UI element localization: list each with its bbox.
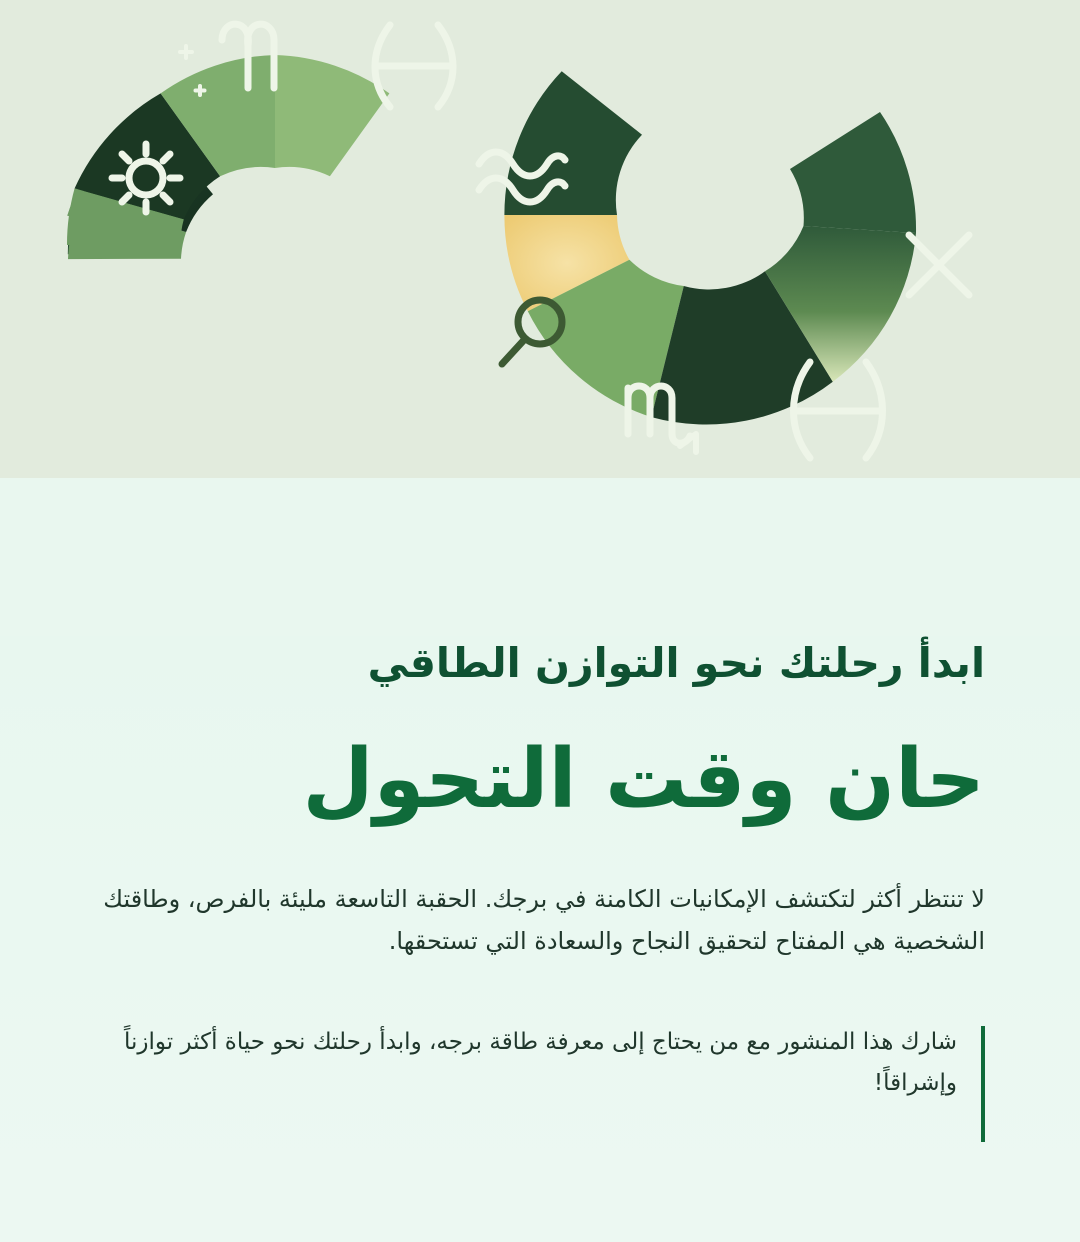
body-paragraph: لا تنتظر أكثر لتكتشف الإمكانيات الكامنة في برجك. الحقبة التاسعة مليئة بالفرص، وطاقتك الشخصية هي المفتاح لتحقيق النجاح والسعادة التي تستحقها. xyxy=(103,884,985,955)
eyebrow-text: ابدأ رحلتك نحو التوازن الطاقي xyxy=(367,639,985,687)
zodiac-wheel-illustration xyxy=(0,0,1080,478)
callout-text: شارك هذا المنشور مع من يحتاج إلى معرفة طاقة برجه، وابدأ رحلتك نحو حياة أكثر توازناً وإشراقاً! xyxy=(123,1028,957,1097)
callout-accent-bar xyxy=(981,1026,985,1142)
hero-illustration xyxy=(0,0,1080,478)
callout-block xyxy=(95,1022,985,1105)
page-title: حان وقت التحول xyxy=(302,732,985,828)
content-section xyxy=(0,636,1080,1242)
